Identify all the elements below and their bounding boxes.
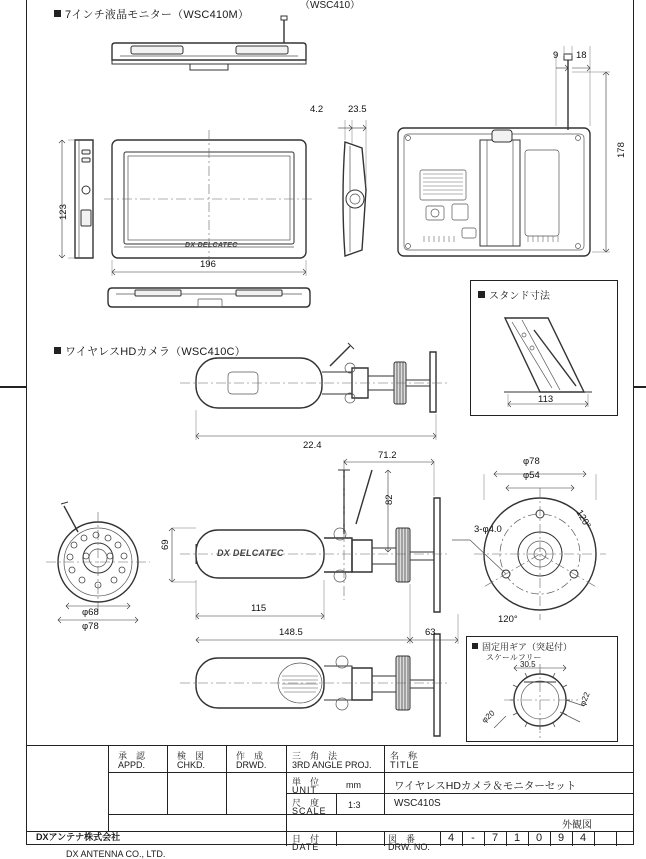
section-title-stand: スタンド寸法 — [478, 287, 550, 302]
drawing-sheet: （WSC410） 7インチ液晶モニター（WSC410M） ワイヤレスHDカメラ（WSC410C） スタンド寸法 固定用ギア（突起付） スケールフリー 123 196 4.2 23.5 178 9 18 113 22.4 71.2 82 69 115 148.5 63 φ68 φ78 φ78 φ54 3-φ4.0 120° 120° 30.5 φ20 φ22 DX DELCATEC DX DELCATEC 承 認 APPD. 検 図 CHKD. 作 成 DRWD. 三 角 法 3RD ANGLE PROJ. 単 位 UNIT mm 尺 度 SCALE 1:3 名 称 TITLE ワイヤレスHDカメラ＆モニターセット WSC410S 外観図 日 付 DATE 図 番 DRW. NO. 4 - 7 1 0 9 4 DXアンテナ株式会社 DX ANTENNA CO., LTD. — [0, 0, 646, 845]
dwgno-cell-5: 9 — [557, 832, 565, 844]
camera-base-view — [452, 471, 606, 620]
monitor-top-view — [112, 16, 306, 70]
dim-base-phi54: φ54 — [523, 470, 540, 481]
dim-camera-total: 148.5 — [279, 627, 303, 638]
company-name-en: DX ANTENNA CO., LTD. — [66, 849, 166, 859]
dim-gear-phi-a: φ20 — [480, 708, 497, 725]
title-date-jp: 日 付 — [292, 834, 320, 844]
dim-camera-63: 63 — [425, 627, 436, 638]
dim-camera-arm: 71.2 — [378, 450, 397, 461]
dwgno-cell-0: 4 — [447, 832, 455, 844]
monitor-bottom-view — [108, 288, 310, 307]
top-partial-label: （WSC410） — [300, 0, 361, 11]
title-scale-value: 1:3 — [348, 800, 361, 810]
gear-detail-drawing — [494, 664, 584, 738]
dim-base-angle-b: 120° — [498, 614, 518, 625]
section-title-gear: 固定用ギア（突起付） — [472, 640, 572, 653]
title-dwgno-jp: 図 番 — [388, 834, 416, 844]
section-title-monitor: 7インチ液晶モニター（WSC410M） — [54, 6, 249, 22]
dwgno-cell-4: 0 — [535, 832, 543, 844]
dim-gear-phi-b: φ22 — [578, 690, 592, 708]
brand-mark-camera: DX DELCATEC — [217, 548, 284, 558]
title-proj-jp: 三 角 法 — [292, 751, 338, 761]
product-name: ワイヤレスHDカメラ＆モニターセット — [394, 780, 577, 792]
title-scale-en: SCALE — [292, 806, 327, 816]
title-appd-jp: 承 認 — [118, 751, 146, 761]
title-dwgno-en: DRW. NO. — [388, 842, 430, 852]
gear-subtitle: スケールフリー — [486, 653, 542, 662]
dim-gear-width: 30.5 — [520, 660, 536, 669]
title-scale-jp: 尺 度 — [292, 798, 320, 808]
dwgno-cell-1: - — [471, 832, 475, 844]
camera-front-view — [46, 502, 150, 623]
drawing-kind: 外観図 — [562, 820, 592, 831]
dwgno-cell-3: 1 — [513, 832, 521, 844]
dim-rear-top-b: 18 — [576, 50, 587, 61]
dwgno-cell-2: 7 — [491, 832, 499, 844]
dim-stand-base: 113 — [538, 394, 554, 405]
camera-bottom-view — [180, 634, 450, 736]
monitor-side-view-right — [338, 120, 366, 256]
dim-camera-overall-top: 22.4 — [303, 440, 322, 451]
monitor-rear-view — [398, 46, 610, 256]
dim-lens-phi78: φ78 — [82, 621, 99, 632]
dim-monitor-depth-b: 23.5 — [348, 104, 367, 115]
title-chkd-jp: 検 図 — [177, 751, 205, 761]
title-name-jp: 名 称 — [390, 751, 418, 761]
company-name-jp: DXアンテナ株式会社 — [36, 832, 121, 842]
title-block — [26, 745, 634, 859]
title-appd-en: APPD. — [118, 760, 146, 770]
title-proj-en: 3RD ANGLE PROJ. — [292, 760, 372, 770]
dim-base-angle-a: 120° — [573, 508, 593, 531]
camera-top-view — [180, 343, 450, 440]
title-name-en: TITLE — [390, 760, 420, 770]
title-unit-en: UNIT — [292, 785, 317, 795]
dwgno-cell-6: 4 — [579, 832, 587, 844]
dim-camera-115: 115 — [251, 603, 267, 614]
monitor-side-view-left — [59, 140, 93, 258]
title-drwd-en: DRWD. — [236, 760, 267, 770]
title-chkd-en: CHKD. — [177, 760, 206, 770]
monitor-front-view — [104, 130, 314, 276]
dim-base-phi78: φ78 — [523, 456, 540, 467]
camera-side-view — [169, 459, 458, 644]
title-drwd-jp: 作 成 — [236, 751, 264, 761]
dim-monitor-width: 196 — [200, 259, 216, 270]
section-title-camera: ワイヤレスHDカメラ（WSC410C） — [54, 343, 246, 359]
title-unit-jp: 単 位 — [292, 777, 320, 787]
dim-base-holes: 3-φ4.0 — [474, 524, 502, 535]
title-date-en: DATE — [292, 842, 320, 852]
product-model: WSC410S — [394, 798, 441, 809]
dim-rear-top-a: 9 — [553, 50, 559, 61]
dim-lens-phi68: φ68 — [82, 607, 99, 618]
brand-mark-monitor: DX DELCATEC — [185, 242, 238, 249]
title-unit-value: mm — [346, 780, 361, 790]
dim-monitor-depth-a: 4.2 — [310, 104, 324, 115]
